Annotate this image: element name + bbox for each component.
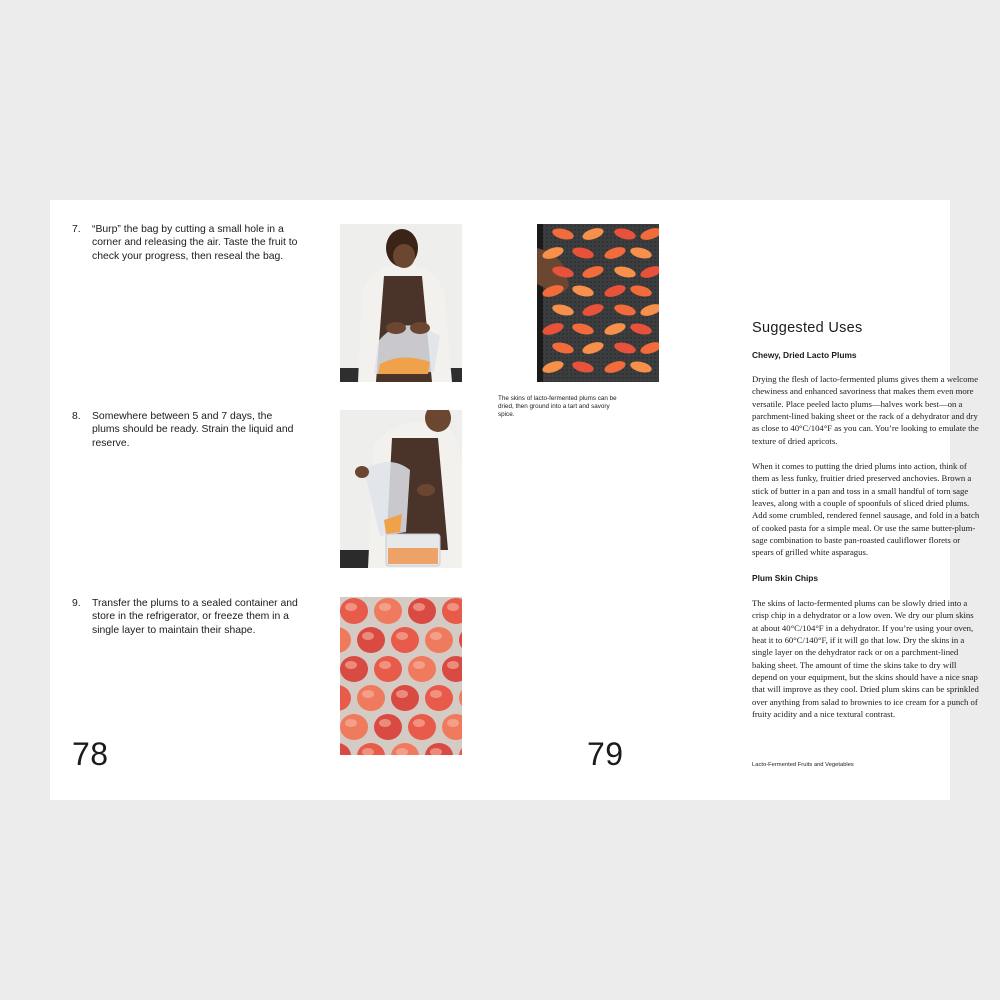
subsection-heading: Plum Skin Chips xyxy=(752,573,819,583)
paragraph-text: Drying the flesh of lacto-fermented plums gives them a welcome chewiness and enhanced savoriness that makes them even more versatile. Place peeled lacto plums—halves work best—on a parchment-lined baking sheet or the rack of a dehydrator and dry as close to 40°C/104°F as you can. You’re looking to emulate the texture of dried apricots. xyxy=(752,374,979,446)
body-paragraph xyxy=(752,460,980,559)
page-number: 78 xyxy=(72,736,109,772)
photo-strain xyxy=(340,410,462,568)
photo-burp-bag xyxy=(340,224,462,382)
step-number: 8. xyxy=(72,411,81,422)
subsection-heading: Chewy, Dried Lacto Plums xyxy=(752,350,857,360)
step-7 xyxy=(72,223,302,263)
step-number: 9. xyxy=(72,598,81,609)
section-title: Suggested Uses xyxy=(752,320,863,336)
photo-plum-skins xyxy=(537,224,659,382)
right-page xyxy=(498,200,980,800)
paragraph-text: When it comes to putting the dried plums into action, think of them as less funky, fruitier dried preserved anchovies. Brown a stick of butter in a pan and toss in a small handful of torn sage leaves, along with a couple of spoonfuls of sliced dried plums. Add some crumbled, rendered fennel sausage, and fold in a batch of cooked pasta for a simple meal. Or use the same butter-plum-sage combination to baste pan-roasted cauliflower florets or spears of grilled white asparagus. xyxy=(752,461,980,558)
book-spread xyxy=(50,200,980,800)
step-text: Transfer the plums to a sealed container and store in the refrigerator, or freeze them in a single layer to maintain their shape. xyxy=(92,598,298,636)
step-text: Somewhere between 5 and 7 days, the plums should be ready. Strain the liquid and reserve. xyxy=(92,411,294,449)
photo-plums-grid xyxy=(340,597,462,755)
step-text: “Burp” the bag by cutting a small hole in a corner and releasing the air. Taste the fruit to check your progress, then reseal the bag. xyxy=(92,224,298,262)
step-8 xyxy=(72,410,302,450)
photo-caption: The skins of lacto-fermented plums can be dried, then ground into a tart and savory spice. xyxy=(498,395,617,419)
running-footer: Lacto-Fermented Fruits and Vegetables xyxy=(752,762,854,768)
body-paragraph xyxy=(752,597,980,720)
step-9 xyxy=(72,597,302,637)
step-number: 7. xyxy=(72,224,81,235)
paragraph-text: The skins of lacto-fermented plums can be slowly dried into a crisp chip in a dehydrator or a low oven. We dry our plum skins at about 40°C/104°F in a dehydrator. If you’re using your oven, heat it to 60°C/140°F, if it will go that low. Dry the skins in a single layer on the dehydrator rack or on a parchment-lined baking sheet. The amount of time the skins take to dry will depend on your equipment, but the skins should have a nice snap that will improve as they cool. Dried plum skins can be sprinkled over anything from salad to brownies to ice cream for a punch of fruity acidity and a nice textural contrast. xyxy=(752,598,979,720)
body-paragraph xyxy=(752,373,980,447)
left-page xyxy=(50,200,500,800)
page-number: 79 xyxy=(587,736,624,772)
